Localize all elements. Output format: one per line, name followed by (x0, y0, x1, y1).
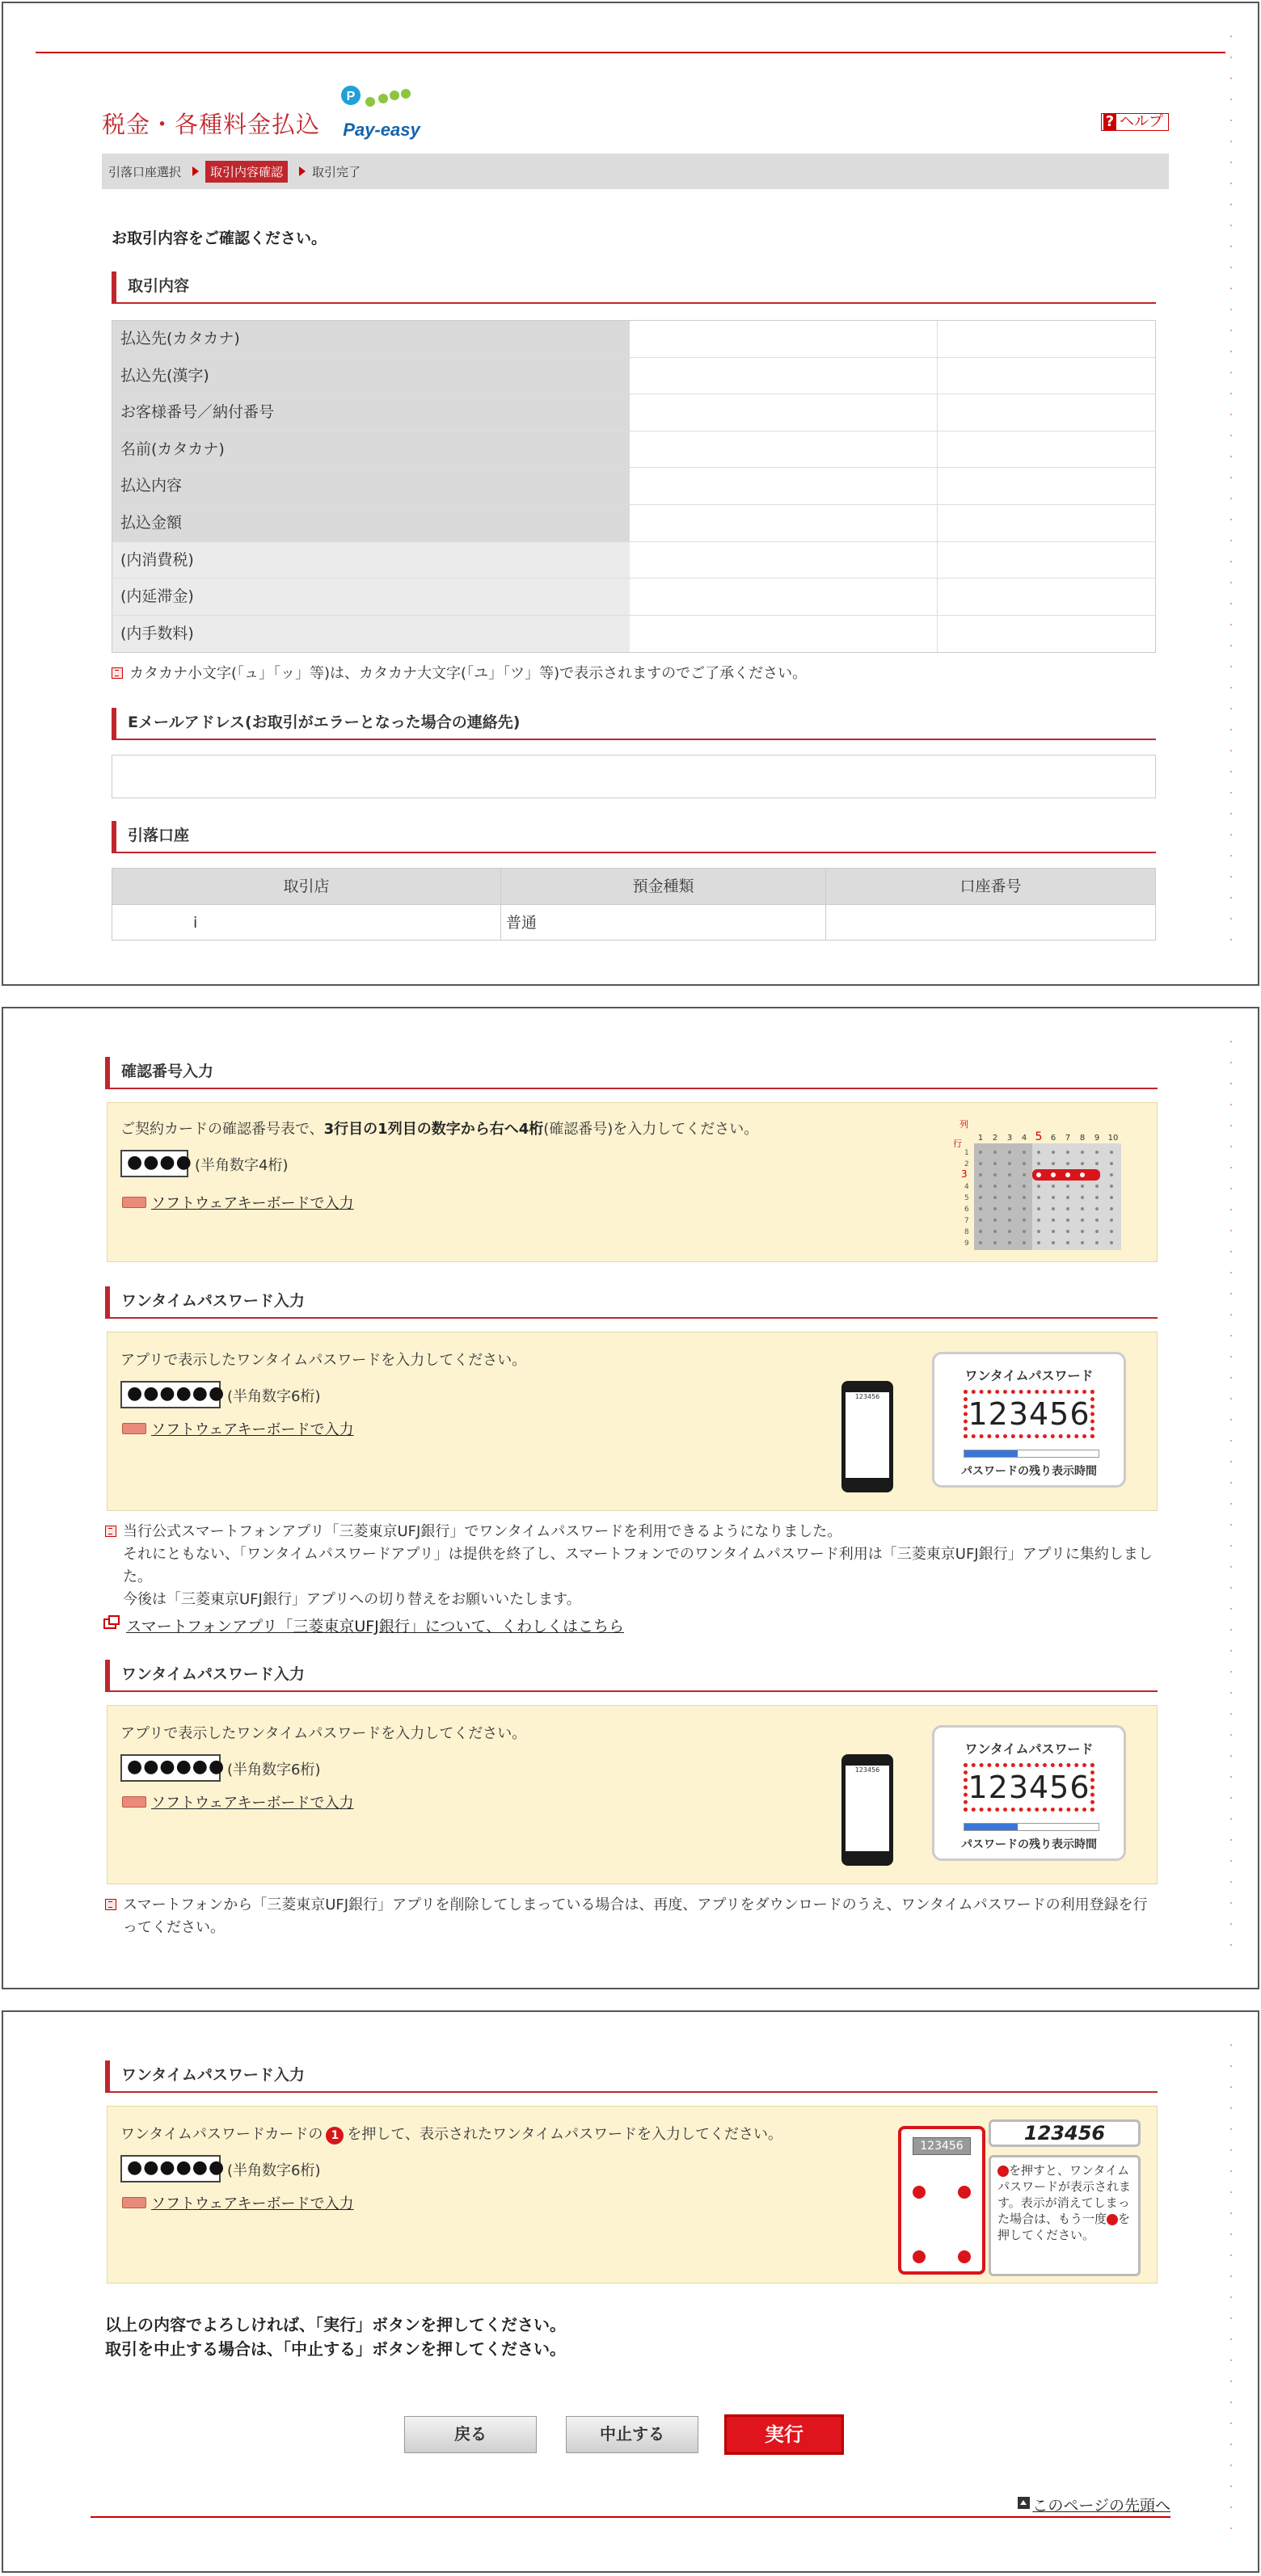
confirm-code-heading: 確認番号入力 (105, 1057, 1158, 1089)
dotted-divider (1230, 36, 1232, 952)
app-notice-line1: 当行公式スマートフォンアプリ「三菱東京UFJ銀行」でワンタイムパスワードを利用できるようになりました。 (123, 1523, 842, 1540)
step-arrow-icon (299, 166, 306, 176)
svg-text:9: 9 (964, 1240, 969, 1248)
confirmation-panel (2, 2, 1259, 986)
row-label: (内延滞金) (112, 579, 630, 615)
svg-text:行: 行 (953, 1139, 962, 1149)
svg-text:1: 1 (977, 1134, 984, 1143)
svg-text:4: 4 (964, 1183, 969, 1191)
software-keyboard-link[interactable]: ソフトウェアキーボードで入力 (122, 1418, 354, 1439)
table-row (112, 579, 1155, 616)
otp-bubble-code: 123456 (964, 1390, 1094, 1438)
row-value (937, 468, 1155, 504)
otp-app-box (107, 1705, 1158, 1884)
row-label: お客様番号／納付番号 (112, 394, 630, 431)
smartphone-image (841, 1754, 893, 1866)
row-label: 払込金額 (112, 505, 630, 541)
otp-bubble (932, 1725, 1126, 1861)
svg-text:8: 8 (964, 1228, 969, 1236)
otp-app-instruction: アプリで表示したワンタイムパスワードを入力してください。 (120, 1725, 527, 1742)
row-value (937, 321, 1155, 357)
confirm-code-hint: (半角数字4桁) (195, 1157, 289, 1174)
otp-card-illustration (898, 2119, 1141, 2281)
phone-screen-code: 123456 (846, 1766, 889, 1851)
app-notice (105, 1521, 1158, 1611)
row-label: 払込内容 (112, 468, 630, 504)
table-row (112, 358, 1155, 395)
token-small-display: 123456 (913, 2137, 971, 2155)
row-value (937, 505, 1155, 541)
row-value (937, 579, 1155, 615)
back-button[interactable]: 戻る (404, 2416, 537, 2453)
execute-button[interactable]: 実行 (724, 2414, 844, 2455)
row-label: 払込先(カタカナ) (112, 321, 630, 357)
row-label: (内手数料) (112, 616, 630, 653)
note-icon (105, 1526, 116, 1537)
email-display (112, 755, 1156, 798)
page-top-link[interactable]: このページの先頭へ (1018, 2494, 1170, 2515)
otp-app-hint: (半角数字6桁) (227, 1388, 321, 1405)
table-row (112, 904, 1155, 940)
phone-screen-code: 123456 (846, 1392, 889, 1478)
token-button-icon (958, 2250, 971, 2263)
confirm-card-grid-image (953, 1116, 1139, 1253)
account-table (112, 868, 1156, 941)
svg-text:4: 4 (1021, 1134, 1027, 1143)
final-line1: 以上の内容でよろしければ、「実行」ボタンを押してください。 (105, 2315, 566, 2334)
svg-text:2: 2 (964, 1160, 969, 1168)
authentication-panel (2, 1007, 1259, 1989)
col-header-branch: 取引店 (283, 878, 330, 895)
final-instructions (105, 2313, 566, 2361)
step-label: 取引完了 (312, 164, 361, 179)
svg-text:10: 10 (1107, 1134, 1119, 1143)
cell-branch: i (193, 914, 198, 932)
page-title: 税金・各種料金払込 (102, 111, 321, 138)
token-button-icon (1107, 2214, 1118, 2225)
otp-app-input[interactable]: ●●●●●● (120, 1754, 221, 1782)
otp-card-heading: ワンタイムパスワード入力 (105, 2060, 1158, 2093)
arrow-up-icon (1018, 2497, 1030, 2509)
svg-text:1: 1 (964, 1149, 969, 1157)
otp-time-bar (964, 1450, 1099, 1458)
otp-card-box (107, 2106, 1158, 2283)
cell-type: 普通 (500, 905, 825, 940)
svg-text:Pay-easy: Pay-easy (343, 120, 420, 140)
svg-text:3: 3 (1006, 1134, 1013, 1143)
row-value (937, 394, 1155, 431)
step-1 (108, 163, 181, 180)
transaction-table (112, 320, 1156, 653)
keyboard-icon (122, 2197, 146, 2208)
help-link[interactable] (1101, 113, 1169, 131)
otp-bubble (932, 1352, 1126, 1488)
table-row (112, 321, 1155, 358)
app-deleted-note: スマートフォンから「三菱東京UFJ銀行」アプリを削除してしまっている場合は、再度、アプリをダウンロードのうえ、ワンタイムパスワードの利用登録を行ってください。 (105, 1894, 1158, 1939)
token-description: を押すと、ワンタイムパスワードが表示されます。表示が消えてしまった場合は、もう一度 を押してください。 (989, 2155, 1141, 2276)
dotted-divider (1230, 2044, 1232, 2539)
otp-card-hint: (半角数字6桁) (227, 2162, 321, 2179)
table-row (112, 431, 1155, 469)
step-arrow-icon (192, 166, 199, 176)
cancel-button[interactable]: 中止する (566, 2416, 698, 2453)
dotted-divider (1230, 1041, 1232, 1955)
col-header-type: 預金種類 (500, 869, 825, 904)
otp-app-instruction: アプリで表示したワンタイムパスワードを入力してください。 (120, 1352, 527, 1369)
account-heading: 引落口座 (112, 821, 1156, 853)
table-row (112, 542, 1155, 579)
bottom-rule (91, 2516, 1170, 2518)
email-heading: Eメールアドレス(お取引がエラーとなった場合の連絡先) (112, 708, 1156, 740)
row-label: (内消費税) (112, 542, 630, 579)
row-label: 名前(カタカナ) (112, 431, 630, 468)
token-code-display: 123456 (989, 2119, 1141, 2147)
svg-text:6: 6 (964, 1206, 969, 1214)
execute-panel (2, 2010, 1259, 2573)
row-value (937, 358, 1155, 394)
keyboard-icon (122, 1796, 146, 1808)
otp-bubble-caption: パスワードの残り表示時間 (961, 1838, 1097, 1851)
svg-text:列: 列 (959, 1119, 968, 1130)
table-row (112, 616, 1155, 653)
token-button-icon (958, 2186, 971, 2199)
step-breadcrumb (102, 154, 1169, 189)
table-row (112, 505, 1155, 542)
software-keyboard-link[interactable]: ソフトウェアキーボードで入力 (122, 1791, 354, 1812)
row-value (937, 616, 1155, 653)
svg-text:3: 3 (961, 1168, 968, 1180)
token-card-image (898, 2126, 985, 2275)
external-link-icon (103, 1618, 116, 1629)
svg-text:P: P (346, 90, 356, 103)
svg-text:9: 9 (1094, 1134, 1100, 1143)
otp-time-bar (964, 1823, 1099, 1831)
otp-app-box (107, 1332, 1158, 1511)
table-row (112, 468, 1155, 505)
row-value (937, 431, 1155, 468)
token-button-icon (913, 2250, 926, 2263)
katakana-note (112, 663, 1156, 685)
table-header-row (112, 869, 1155, 904)
keyboard-icon (122, 1423, 146, 1434)
svg-text:6: 6 (1050, 1134, 1056, 1143)
note-text: カタカナ小文字(「ュ」「ッ」等)は、カタカナ大文字(「ユ」「ツ」等)で表示されますのでご了承ください。 (129, 665, 808, 682)
otp-app-hint: (半角数字6桁) (227, 1762, 321, 1778)
svg-text:7: 7 (964, 1217, 969, 1225)
token-button-icon (913, 2186, 926, 2199)
final-line2: 取引を中止する場合は、「中止する」ボタンを押してください。 (105, 2339, 566, 2359)
top-rule (36, 52, 1225, 53)
otp-bubble-title: ワンタイムパスワード (964, 1741, 1094, 1757)
svg-text:8: 8 (1079, 1134, 1086, 1143)
confirm-code-box (107, 1102, 1158, 1262)
otp-app-heading: ワンタイムパスワード入力 (105, 1660, 1158, 1692)
token-button-icon (997, 2166, 1009, 2177)
app-notice-line2: それにともない、「ワンタイムパスワードアプリ」は提供を終了し、スマートフォンでのワンタイムパスワード利用は「三菱東京UFJ銀行」アプリに集約しました。 (123, 1546, 1153, 1585)
otp-card-instruction: ワンタイムパスワードカードの 1 を押して、表示されたワンタイムパスワードを入力してください。 (120, 2126, 782, 2143)
otp-bubble-title: ワンタイムパスワード (964, 1368, 1094, 1383)
cell-number (825, 905, 1155, 940)
svg-text:5: 5 (964, 1194, 969, 1202)
svg-text:7: 7 (1065, 1134, 1071, 1143)
table-row (112, 394, 1155, 431)
transaction-heading: 取引内容 (112, 271, 1156, 304)
step-2 (192, 161, 288, 183)
step-label: 引落口座選択 (108, 164, 182, 179)
otp-app-heading: ワンタイムパスワード入力 (105, 1286, 1158, 1319)
help-label: ヘルプ (1120, 113, 1163, 130)
software-keyboard-link[interactable]: ソフトウェアキーボードで入力 (122, 2192, 354, 2213)
software-keyboard-link[interactable]: ソフトウェアキーボードで入力 (122, 1192, 354, 1213)
svg-text:5: 5 (1035, 1130, 1043, 1143)
note-icon (112, 667, 123, 679)
step-label-current: 取引内容確認 (205, 161, 288, 183)
col-header-number: 口座番号 (825, 869, 1155, 904)
row-value (937, 542, 1155, 579)
otp-app-input[interactable]: ●●●●●● (120, 1381, 221, 1408)
note-icon (105, 1899, 116, 1910)
otp-bubble-code: 123456 (964, 1763, 1094, 1812)
keyboard-icon (122, 1197, 146, 1208)
step-3 (299, 163, 361, 180)
app-info-link[interactable]: スマートフォンアプリ「三菱東京UFJ銀行」について、くわしくはこちら (103, 1614, 624, 1636)
otp-card-input[interactable]: ●●●●●● (120, 2155, 221, 2182)
app-notice-line3: 今後は「三菱東京UFJ銀行」アプリへの切り替えをお願いいたします。 (123, 1591, 581, 1608)
confirm-message: お取引内容をご確認ください。 (112, 229, 327, 247)
confirm-code-instruction: ご契約カードの確認番号表で、3行目の1列目の数字から右へ4桁(確認番号)を入力してください。 (120, 1121, 759, 1138)
row-label: 払込先(漢字) (112, 358, 630, 394)
pay-easy-logo (335, 78, 422, 147)
card-button-1-icon: 1 (326, 2127, 344, 2145)
help-icon: ? (1103, 114, 1116, 130)
otp-bubble-caption: パスワードの残り表示時間 (961, 1465, 1097, 1478)
confirm-code-input[interactable]: ●●●● (120, 1150, 188, 1177)
svg-text:2: 2 (992, 1134, 998, 1143)
smartphone-image (841, 1381, 893, 1492)
